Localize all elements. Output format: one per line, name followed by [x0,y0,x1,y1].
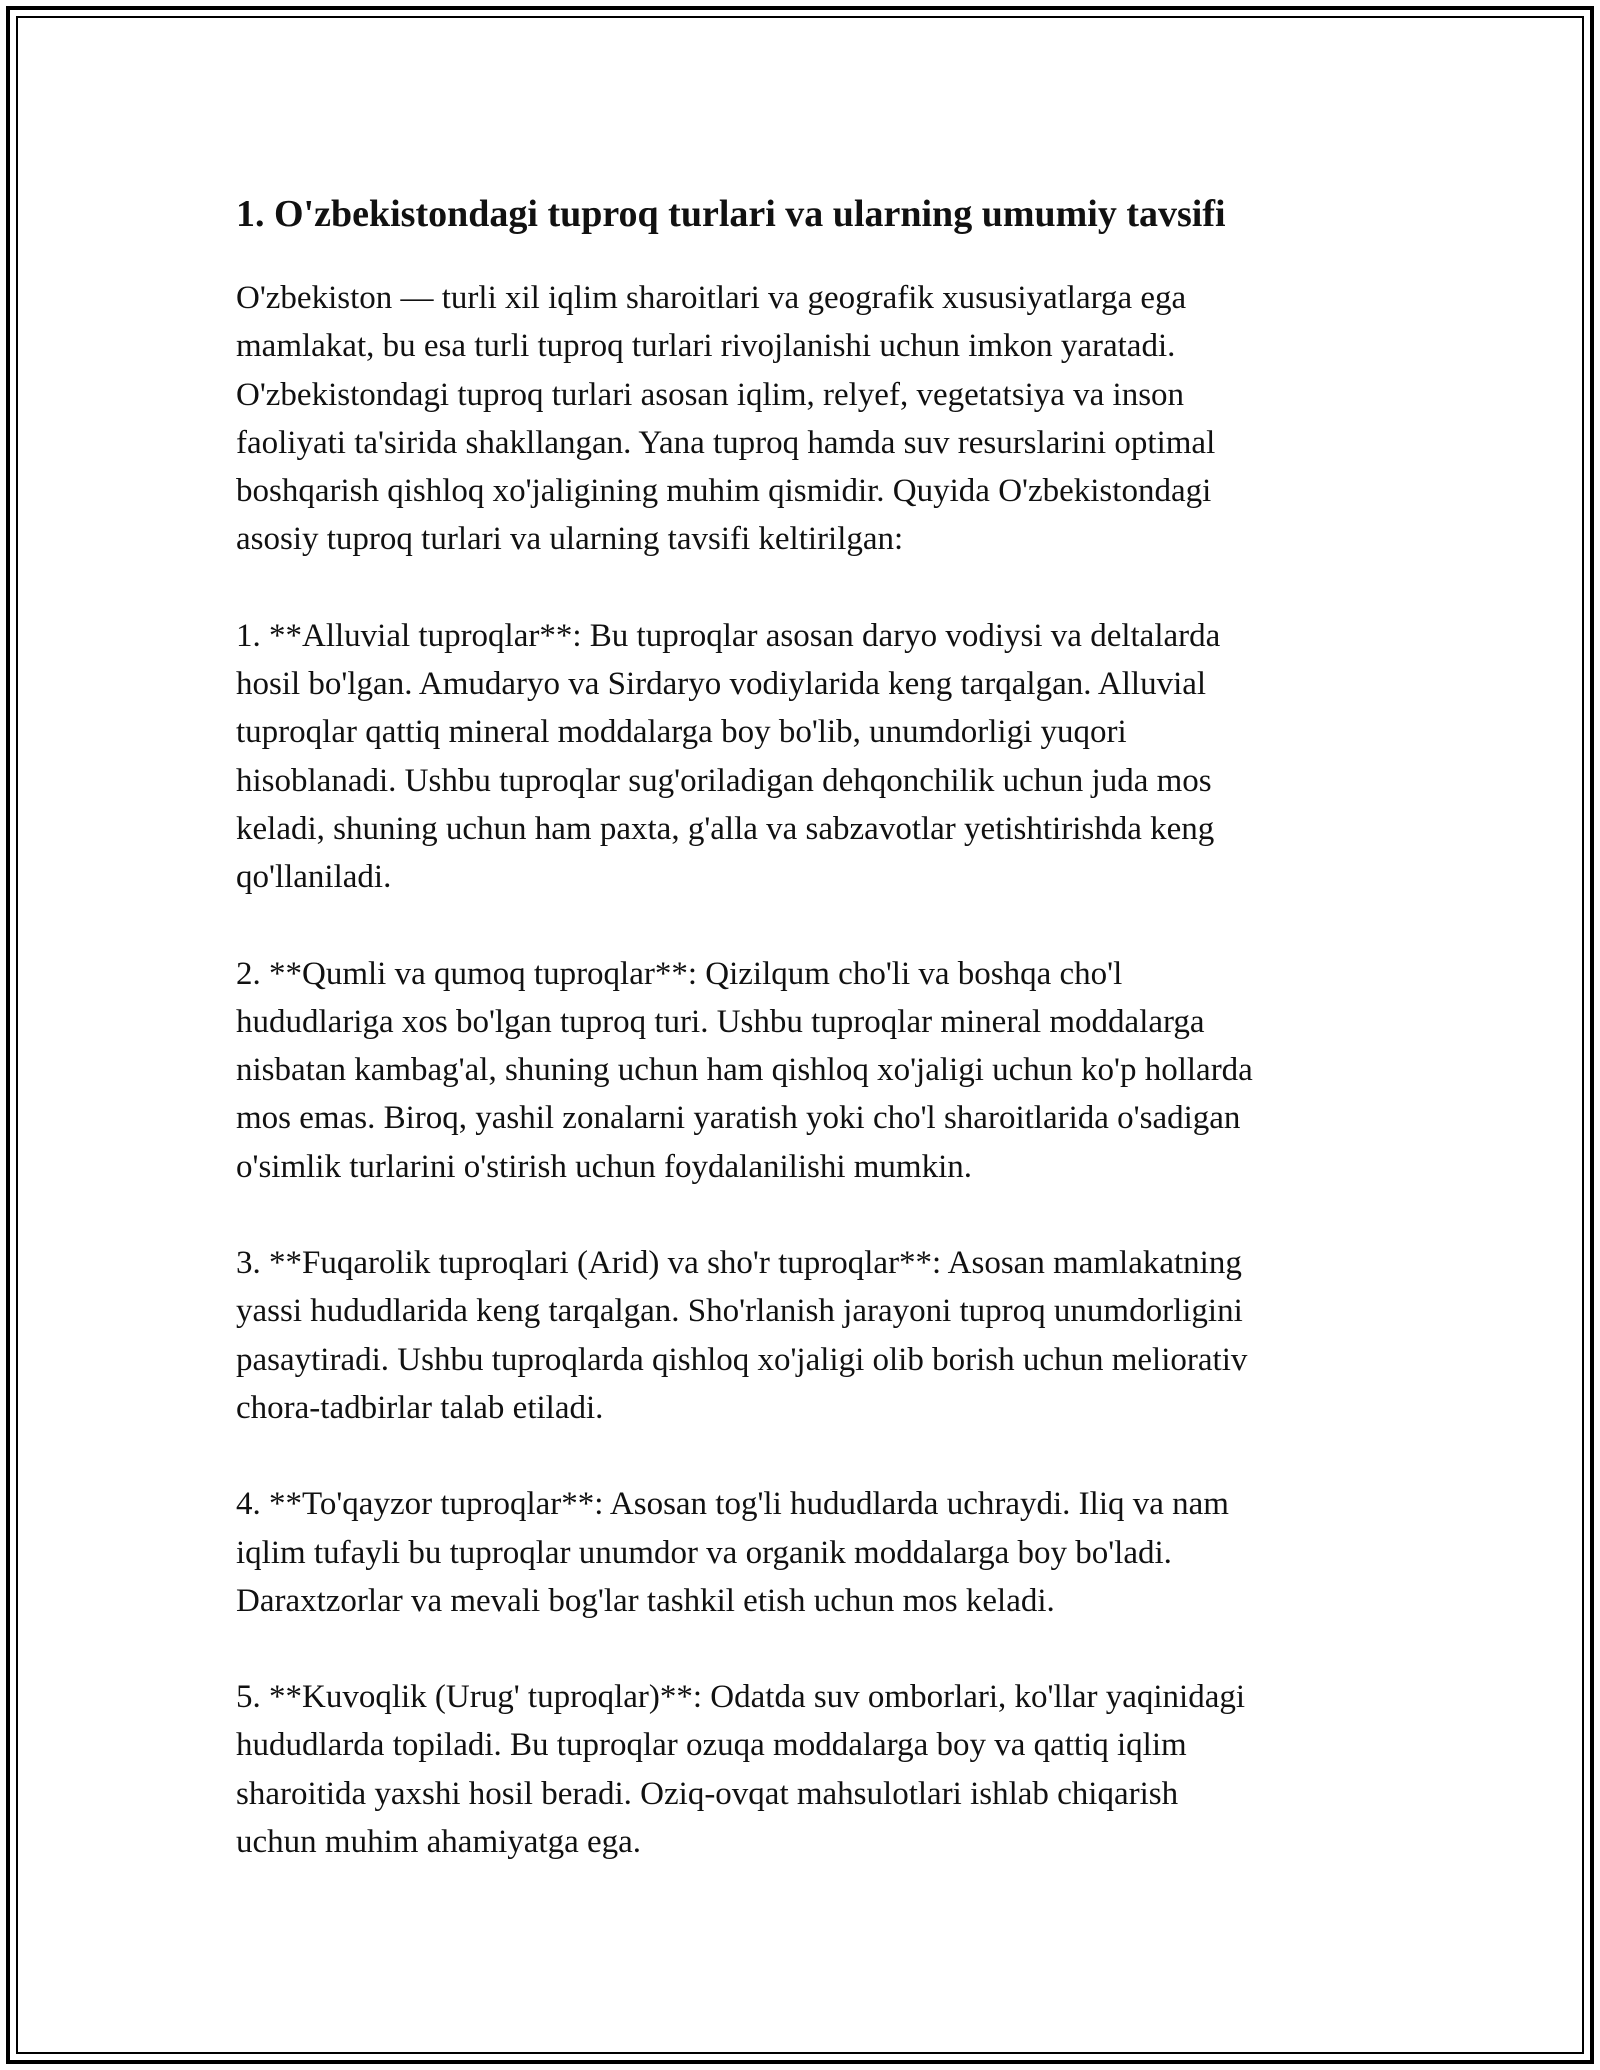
paragraph-kuvoqlik-soils: 5. **Kuvoqlik (Urug' tuproqlar)**: Odatda suv omborlari, ko'llar yaqinidagi hududlarda topiladi. Bu tuproqlar ozuqa moddalarga boy va qattiq iqlim sharoitida yaxshi hosil beradi. Oziq-ovqat mahsulotlari ishlab chiqarish uchun muhim ahamiyatga ega. [236,1679,1246,1861]
paragraph-toqayzor-soils: 4. **To'qayzor tuproqlar**: Asosan tog'li hududlarda uchraydi. Iliq va nam iqlim tufayli bu tuproqlar unumdor va organik moddalarga boy bo'ladi. Daraxtzorlar va mevali bog'lar tashkil etish uchun mos keladi. [236,1486,1229,1619]
document-title: 1. O'zbekistondagi tuproq turlari va ularning umumiy tavsifi [236,193,1226,235]
paragraph-alluvial-soils: 1. **Alluvial tuproqlar**: Bu tuproqlar asosan daryo vodiysi va deltalarda hosil bo'lgan. Amudaryo va Sirdaryo vodiylarida keng tarqalgan. Alluvial tuproqlar qattiq mineral moddalarga boy bo'lib, unumdorligi yuqori hisoblanadi. Ushbu tuproqlar sug'oriladigan dehqonchilik uchun juda mos keladi, shuning uchun ham paxta, g'alla va sabzavotlar yetishtirishda keng qo'llaniladi. [236,617,1221,896]
document-body [236,186,1386,1914]
paragraph-sandy-soils: 2. **Qumli va qumoq tuproqlar**: Qizilqum cho'li va boshqa cho'l hududlariga xos bo'lgan tuproq turi. Ushbu tuproqlar mineral moddalarga nisbatan kambag'al, shuning uchun ham qishloq xo'jaligi uchun ko'p hollarda mos emas. Biroq, yashil zonalarni yaratish yoki cho'l sharoitlarida o'sadigan o'simlik turlarini o'stirish uchun foydalanilishi mumkin. [236,955,1253,1185]
intro-paragraph: O'zbekiston — turli xil iqlim sharoitlari va geografik xususiyatlarga ega mamlakat, bu esa turli tuproq turlari rivojlanishi uchun imkon yaratadi. O'zbekistondagi tuproq turlari asosan iqlim, relyef, vegetatsiya va inson faoliyati ta'sirida shakllangan. Yana tuproq hamda suv resurslarini optimal boshqarish qishloq xo'jaligining muhim qismidir. Quyida O'zbekistondagi asosiy tuproq turlari va ularning tavsifi keltirilgan: [236,280,1216,558]
paragraph-arid-saline-soils: 3. **Fuqarolik tuproqlari (Arid) va sho'r tuproqlar**: Asosan mamlakatning yassi hududlarida keng tarqalgan. Sho'rlanish jarayoni tuproq unumdorligini pasaytiradi. Ushbu tuproqlarda qishloq xo'jaligi olib borish uchun meliorativ chora-tadbirlar talab etiladi. [236,1245,1248,1426]
